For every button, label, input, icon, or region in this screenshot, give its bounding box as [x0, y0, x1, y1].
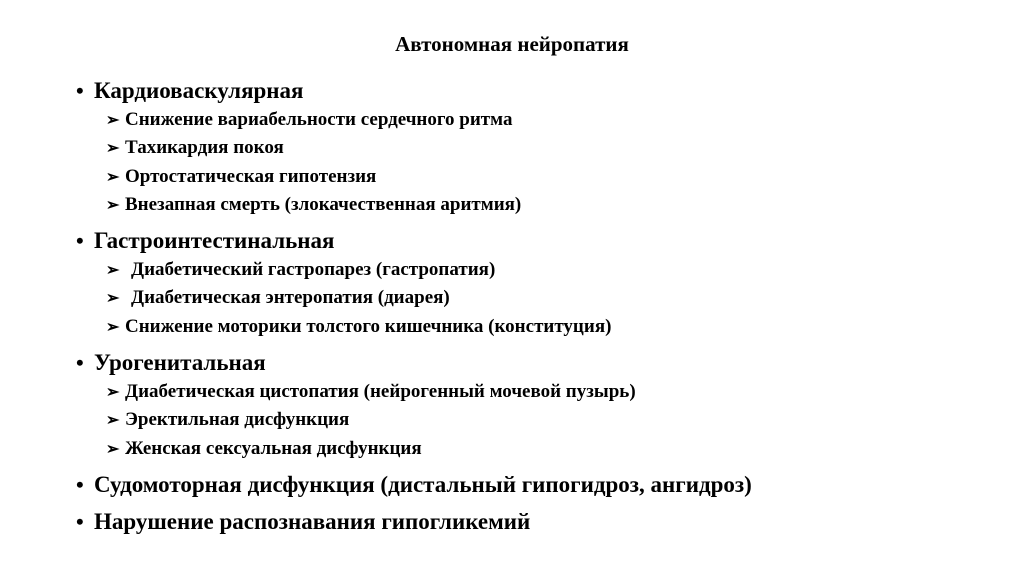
arrow-bullet-icon: ➢ [106, 168, 120, 186]
sub-item-text: Эректильная дисфункция [125, 409, 350, 431]
sub-item-text: Диабетический гастропарез (гастропатия) [131, 259, 496, 281]
arrow-bullet-icon: ➢ [106, 140, 120, 158]
sub-item-text: Тахикардия покоя [125, 137, 284, 159]
bullet-cardiovascular [76, 76, 1006, 106]
sub-item-text: Женская сексуальная дисфункция [125, 437, 422, 459]
arrow-bullet-icon: ➢ [106, 196, 120, 214]
bullet-text: Судомоторная дисфункция (дистальный гипогидроз, ангидроз) [94, 471, 752, 497]
bullet-text: Нарушение распознавания гипогликемий [94, 508, 531, 534]
bullet-text: Гастроинтестинальная [94, 228, 335, 254]
sub-item-text: Диабетическая цистопатия (нейрогенный мочевой пузырь) [125, 381, 636, 403]
arrow-bullet-icon: ➢ [106, 318, 120, 336]
bullet-gastrointestinal [76, 226, 1006, 256]
sub-item [106, 406, 1006, 434]
bullet-hypoglycemia-unawareness [76, 507, 1006, 537]
bullet-urogenital [76, 348, 1006, 378]
sub-item [106, 106, 1006, 134]
bullet-list [76, 76, 1006, 537]
bullet-text: Кардиоваскулярная [94, 78, 304, 103]
sub-item-text: Внезапная смерть (злокачественная аритмия) [125, 193, 522, 215]
arrow-bullet-icon: ➢ [106, 440, 120, 458]
bullet-sudomotor [76, 470, 1006, 500]
sub-item [106, 435, 1006, 463]
sub-list-cardiovascular [76, 106, 1006, 219]
bullet-icon: • [76, 350, 84, 376]
bullet-text: Урогенитальная [94, 350, 266, 376]
arrow-bullet-icon: ➢ [106, 412, 120, 430]
bullet-icon: • [76, 78, 84, 103]
sub-item [106, 313, 1006, 341]
sub-item-text: Диабетическая энтеропатия (диарея) [131, 287, 450, 309]
arrow-bullet-icon: ➢ [106, 112, 120, 129]
bullet-icon: • [76, 228, 84, 254]
bullet-icon: • [76, 471, 84, 497]
sub-item [106, 191, 1006, 219]
sub-list-urogenital [76, 378, 1006, 463]
sub-item [106, 134, 1006, 162]
sub-item-text: Снижение моторики толстого кишечника (конституция) [125, 315, 612, 337]
arrow-bullet-icon: ➢ [106, 262, 120, 280]
sub-list-gastrointestinal [76, 256, 1006, 341]
sub-item-text: Снижение вариабельности сердечного ритма [125, 109, 513, 130]
sub-item [106, 256, 1006, 284]
sub-item [106, 284, 1006, 312]
bullet-icon: • [76, 508, 84, 534]
sub-item-text: Ортостатическая гипотензия [125, 165, 377, 187]
slide-title: Автономная нейропатия [395, 32, 629, 56]
sub-item [106, 163, 1006, 191]
arrow-bullet-icon: ➢ [106, 384, 120, 402]
sub-item [106, 378, 1006, 406]
arrow-bullet-icon: ➢ [106, 290, 120, 308]
